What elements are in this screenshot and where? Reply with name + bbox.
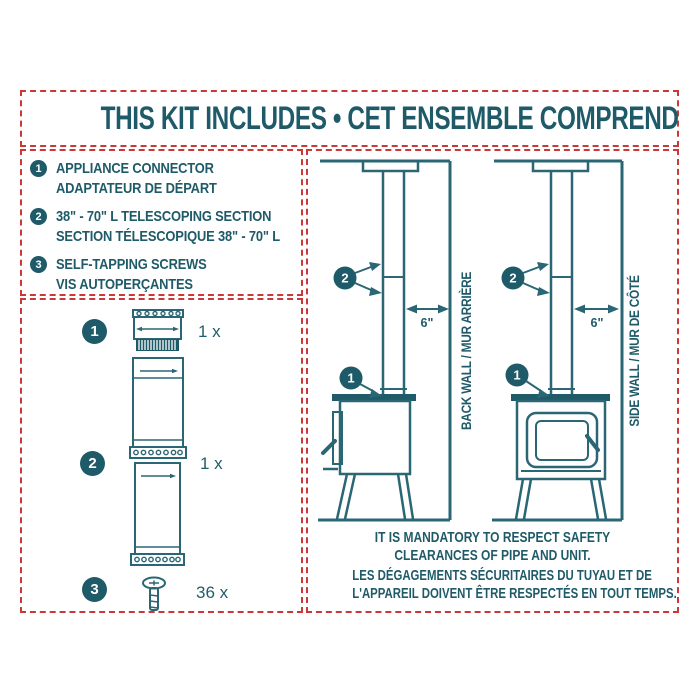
screw-icon <box>143 578 165 611</box>
svg-text:1: 1 <box>347 370 355 386</box>
safety-en-line1: IT IS MANDATORY TO RESPECT SAFETY <box>374 529 611 546</box>
svg-text:2: 2 <box>341 270 349 286</box>
kit-item-1-label-en: APPLIANCE CONNECTOR <box>56 160 214 177</box>
kit-item-2-label-en: 38" - 70" L TELESCOPING SECTION <box>56 208 272 225</box>
kit-item-3 <box>30 255 293 295</box>
kit-item-3-label-fr: VIS AUTOPERÇANTES <box>56 276 193 293</box>
svg-text:1: 1 <box>513 367 521 383</box>
kit-item-2-label-fr: SECTION TÉLESCOPIQUE 38" - 70" L <box>56 228 280 245</box>
stove-side-view <box>323 394 416 519</box>
appliance-connector-illustration <box>133 310 183 351</box>
part-2-number-badge: 2 <box>80 451 105 476</box>
part-3-quantity: 36 x <box>196 583 229 602</box>
part-3-number-badge: 3 <box>82 577 107 602</box>
page-title: THIS KIT INCLUDES • CET ENSEMBLE COMPREND <box>100 100 679 136</box>
kit-item-3-label-en: SELF-TAPPING SCREWS <box>56 256 207 273</box>
callout-2-back <box>334 262 383 296</box>
part-1-number-badge: 1 <box>82 319 107 344</box>
telescoping-section-lower-illustration <box>131 463 184 565</box>
clearance-dimension-back <box>406 305 449 331</box>
parts-drawings <box>22 300 301 611</box>
part-2-quantity: 1 x <box>200 454 223 473</box>
svg-text:6": 6" <box>590 316 604 330</box>
title-banner <box>20 90 679 147</box>
safety-en-line2: CLEARANCES OF PIPE AND UNIT. <box>394 547 591 564</box>
safety-notice-en <box>308 529 677 565</box>
callout-1-back <box>340 367 383 399</box>
kit-contents-list <box>20 149 303 296</box>
side-wall-label: SIDE WALL / MUR DE CÔTÉ <box>626 275 643 427</box>
back-wall-label: BACK WALL / MUR ARRIÈRE <box>458 271 475 431</box>
stove-front-view <box>511 394 610 519</box>
safety-fr-line1: LES DÉGAGEMENTS SÉCURITAIRES DU TUYAU ET DE <box>352 567 652 584</box>
kit-item-2 <box>30 207 293 247</box>
back-wall-diagram <box>318 161 474 520</box>
kit-item-1 <box>30 159 293 199</box>
svg-text:6": 6" <box>420 316 434 330</box>
safety-fr-line2: L'APPAREIL DOIVENT ÊTRE RESPECTÉS EN TOUT TEMPS. <box>352 585 677 602</box>
callout-1-side <box>506 364 551 399</box>
svg-text:2: 2 <box>509 270 517 286</box>
side-wall-diagram <box>492 161 642 520</box>
kit-item-1-label-fr: ADAPTATEUR DE DÉPART <box>56 180 217 197</box>
clearance-dimension-side <box>574 305 619 331</box>
clearance-diagrams-panel <box>306 149 679 613</box>
item-2-number-badge: 2 <box>30 208 47 225</box>
part-1-quantity: 1 x <box>198 322 221 341</box>
safety-notice-fr <box>308 567 677 603</box>
item-1-number-badge: 1 <box>30 160 47 177</box>
parts-illustration-panel <box>20 298 303 613</box>
callout-2-side <box>502 262 551 296</box>
stove-door-window <box>536 421 588 460</box>
telescoping-section-upper-illustration <box>130 358 186 458</box>
item-3-number-badge: 3 <box>30 256 47 273</box>
